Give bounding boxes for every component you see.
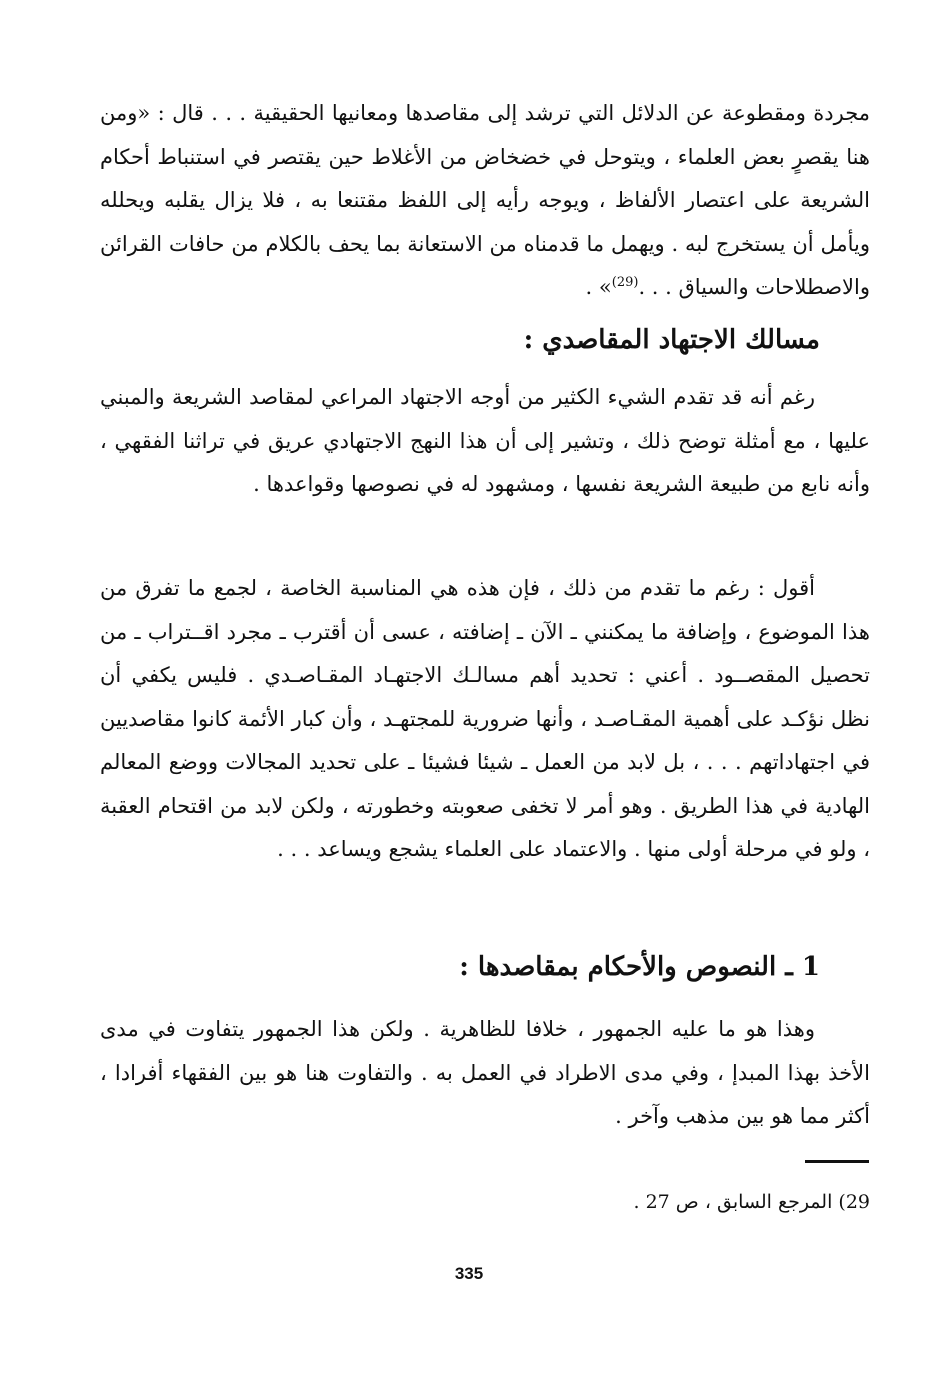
paragraph-intro-text: رغم أنه قد تقدم الشيء الكثير من أوجه الاجتهاد المراعي لمقاصد الشريعة والمبني عليها ، مع أمثلة توضح ذلك ، وتشير إلى أن هذا النهج الاجتهادي عريق في تراثنا الفقهي ، وأنه نابع من طبيعة الشريعة نفسها ، ومشهود له في نصوصها وقواعدها . [100, 385, 870, 496]
paragraph-quote-text: مجردة ومقطوعة عن الدلائل التي ترشد إلى مقاصدها ومعانيها الحقيقية . . . قال : «ومن هنا يقصرٍ بعض العلماء ، ويتوحل في خضخاض من الأغلاط حين يقتصر في استنباط أحكام الشريعة على اعتصار الألفاظ ، ويوجه رأيه إلى اللفظ مقتنعا به ، فلا يزال يقلبه ويحلله ويأمل أن يستخرج لبه . ويهمل ما قدمناه من الاستعانة بما يحف بالكلام من حافات القرائن والاصطلاحات والسياق . . . [100, 101, 870, 299]
footnote-separator [805, 1160, 869, 1163]
paragraph-jumhur-text: وهذا هو ما عليه الجمهور ، خلافا للظاهرية . ولكن هذا الجمهور يتفاوت في مدى الأخذ بهذا المبدإ ، وفي مدى الاطراد في العمل به . والتفاوت هنا هو بين الفقهاء أفرادا ، أكثر مما هو بين مذهب وآخر . [100, 1017, 870, 1128]
paragraph-jumhur [100, 1008, 870, 1139]
footnote: 29) المرجع السابق ، ص 27 . [633, 1191, 870, 1213]
paragraph-aqul [100, 567, 870, 872]
footnote-reference: (29) [611, 275, 639, 290]
paragraph-aqul-text: أقول : رغم ما تقدم من ذلك ، فإن هذه هي المناسبة الخاصة ، لجمع ما تفرق من هذا الموضوع ، وإضافة ما يمكنني ـ الآن ـ إضافته ، عسى أن أقترب ـ مجرد اقــتراب ـ من تحصيل المقصــود . أعني : تحديد أهم مسالـك الاجتهـاد المقـاصـدي . فليس يكفي أن نظل نؤكـد على أهمية المقـاصـد ، وأنها ضرورية للمجتهـد ، وأن كبار الأئمة كانوا مقاصديين في اجتهاداتهم . . . ، بل لابد من العمل ـ شيئا فشيئا ـ على تحديد المجالات ووضع المعالم الهادية في هذا الطريق . وهو أمر لا تخفى صعوبته وخطورته ، ولكن لابد من اقتحام العقبة ، ولو في مرحلة أولى منها . والاعتماد على العلماء يشجع ويساعد . . . [100, 576, 870, 861]
quote-close: » . [585, 275, 612, 299]
subsection-heading-texts-rulings: 1 ـ النصوص والأحكام بمقاصدها : [459, 952, 820, 982]
section-heading-maqasid-paths: مسالك الاجتهاد المقاصدي : [523, 325, 820, 355]
paragraph-quote [100, 92, 870, 310]
page-number: 335 [454, 1264, 484, 1283]
paragraph-intro [100, 376, 870, 507]
